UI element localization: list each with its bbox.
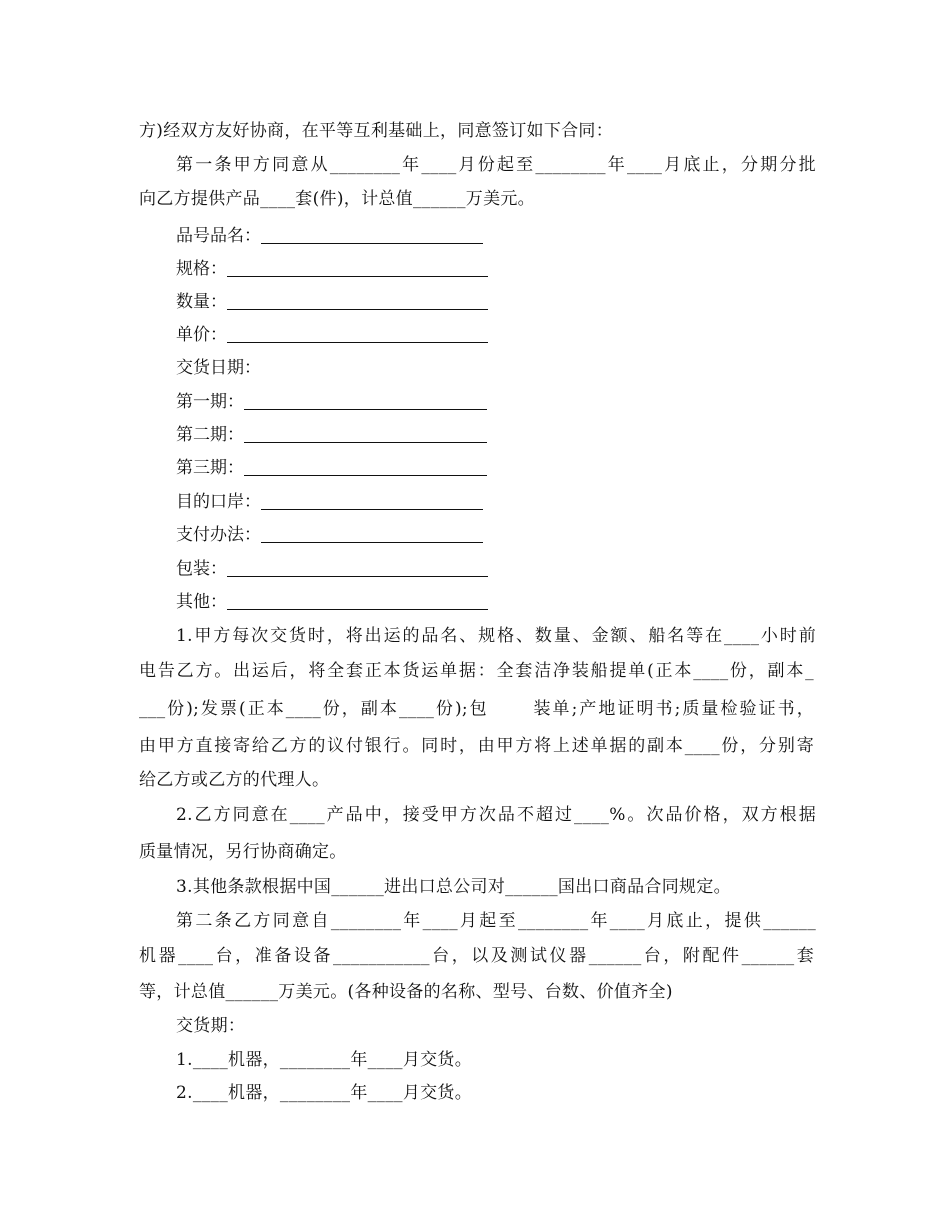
field-blank [261,524,483,543]
field-delivery-date [176,356,261,380]
field-label: 第三期： [176,458,244,478]
field-blank [244,457,487,476]
clause-line: 给乙方或乙方的代理人。 [139,770,330,790]
field-blank [227,324,488,343]
clause-line: 2.乙方同意在____产品中，接受甲方次品不超过____%。次品价格，双方根据 [176,805,816,825]
field-label: 第二期： [176,425,244,445]
field-packaging [176,557,488,581]
field-phase-3 [176,456,487,480]
clause-line: 交货期： [176,1016,246,1036]
clause-line: 第二条乙方同意自________年____月起至________年____月底止，提供______ [176,911,816,931]
field-spec [176,257,488,281]
clause-line: ___份);发票(正本____份，副本____份);包 装单;产地证明书;质量检验证书， [139,699,814,719]
field-other [176,590,488,614]
field-blank [261,225,483,244]
field-label: 包装： [176,559,227,579]
field-blank [244,391,487,410]
field-label: 单价： [176,325,227,345]
field-blank [227,558,488,577]
paragraph-line: 方)经双方友好协商，在平等互利基础上，同意签订如下合同： [139,121,614,141]
paragraph-line: 向乙方提供产品____套(件)，计总值______万美元。 [139,189,535,209]
clause-line: 2.____机器，________年____月交货。 [176,1083,473,1103]
clause-line: 3.其他条款根据中国______进出口总公司对______国出口商品合同规定。 [176,877,731,897]
field-label: 规格： [176,259,227,279]
field-blank [244,424,487,443]
field-product-name [176,224,483,248]
field-blank [227,258,488,277]
field-label: 其他： [176,592,227,612]
field-phase-1 [176,390,487,414]
field-blank [261,491,483,510]
clause-line: 机器____台，准备设备___________台，以及测试仪器______台，附配件______套 [139,946,814,966]
field-label: 支付办法： [176,525,261,545]
clause-line: 1.甲方每次交货时，将出运的品名、规格、数量、金额、船名等在____小时前 [176,626,816,646]
field-destination-port [176,490,483,514]
field-label: 目的口岸： [176,492,261,512]
clause-line: 1.____机器，________年____月交货。 [176,1050,473,1070]
field-unit-price [176,323,488,347]
clause-line: 质量情况，另行协商确定。 [139,842,347,862]
clause-line: 由甲方直接寄给乙方的议付银行。同时，由甲方将上述单据的副本____份，分别寄 [139,736,814,756]
field-label: 交货日期： [176,358,261,378]
field-quantity [176,290,488,314]
paragraph-line: 第一条甲方同意从________年____月份起至________年____月底止，分期分批 [176,155,816,175]
field-label: 数量： [176,292,227,312]
field-blank [227,291,488,310]
field-blank [227,591,488,610]
field-payment-method [176,523,483,547]
clause-line: 等，计总值______万美元。(各种设备的名称、型号、台数、价值齐全) [139,982,673,1002]
field-label: 第一期： [176,392,244,412]
field-label: 品号品名： [176,226,261,246]
clause-line: 电告乙方。出运后，将全套正本货运单据：全套洁净装船提单(正本____份，副本_ [139,661,814,681]
field-phase-2 [176,423,487,447]
